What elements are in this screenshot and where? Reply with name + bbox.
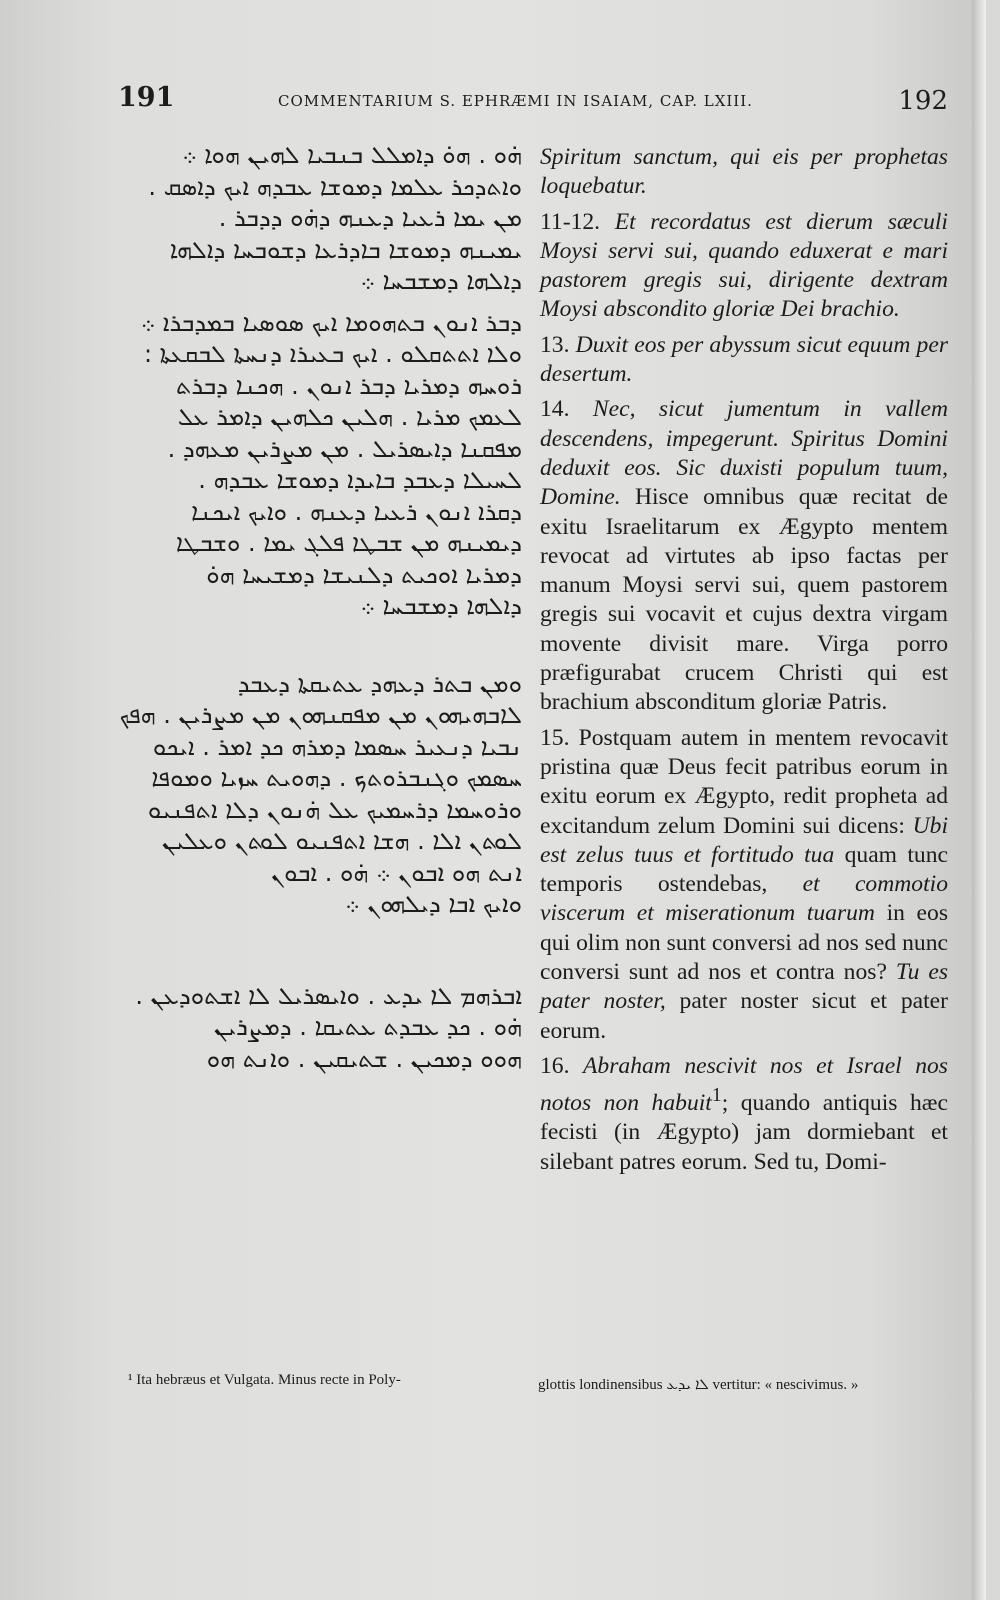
syriac-line: ܗ̇ܘ . ܗܘ̇ ܕܐܡܠܠ ܒܢܒܝܐ ܠܗܝܢ ܗܘܐ ܀ <box>182 141 522 169</box>
syriac-line: ܕܡܪܝܐ ܐܘܟܝܬ ܕܠܢܝܫܐ ܕܡܫܝܚܐ ܗܘ̇ <box>206 560 522 589</box>
syriac-line: ܘܐܬܕܟܪ ܥܠܡܐ ܕܡܘܫܐ ܥܒܕܗ ܐܝܟ ܕܐܣܩ . <box>148 172 522 201</box>
latin-italic: Tu es pater noster, <box>540 959 948 1015</box>
page-header <box>118 82 948 116</box>
syriac-line: ܕܐܠܗܐ ܕܡܫܒܚܐ ܀ <box>360 267 522 295</box>
latin-italic: Ubi est zelus tuus et fortitudo tua <box>540 812 948 868</box>
latin-italic: Duxit eos per abyssum sicut equum per desertum. <box>540 331 949 388</box>
latin-paragraph <box>540 395 948 717</box>
syriac-line: ܢܒܝܐ ܕܢܥܝܪ ܚܣܡܐ ܕܡܪܗ ܟܕ ܐܡܪ . ܐܝܟܘ <box>152 732 522 761</box>
latin-italic: Nec, sicut jumentum in vallem descendens, impegerunt. Spiritus Domini deduxit eos. Sic duxisti populum tuum, Domine. <box>540 396 948 511</box>
syriac-line: ܡܦܩܢܐ ܕܐܝܣܪܝܠ . ܡܢ ܡܨܪܝܢ ܡܥܗܕ . <box>167 434 522 463</box>
syriac-line: ܗܘܘ ܕܡܟܝܢ . ܫܬܝܩܝܢ . ܘܐܢܬ ܗܘ <box>206 1044 522 1073</box>
latin-text: quam tunc temporis ostendebas, <box>540 841 948 898</box>
syriac-block-3 <box>112 669 522 921</box>
syriac-line: ܡܢ ܝܡܐ ܪܥܝܐ ܕܥܢܗ ܕܗ̇ܘ ܕܕܒܪ . <box>218 204 522 232</box>
syriac-line: ܘܡܢ ܒܬܪ ܕܥܗܕ ܥܬܝܩܬܐ ܕܥܒܕ <box>237 669 522 698</box>
syriac-line: ܚܣܡܟ ܘܓܢܒܪܘܬܟ . ܕܗܘܝܬ ܚܙܝܐ ܘܡܘܦܐ <box>151 764 522 792</box>
footnote-left: ¹ Ita hebræus et Vulgata. Minus recte in Poly- <box>128 1372 401 1388</box>
syriac-line: ܕܝܡܝܢܗ ܡܢ ܫܒܛܐ ܦܠܓ ܝܡܐ . ܘܫܒܛܐ <box>175 529 522 557</box>
latin-paragraph <box>540 331 948 390</box>
syriac-line: ܘܠܐ ܐܬܬܩܠܘ . ܐܝܟ ܒܥܝܪܐ ܕܢܚܬܐ ܠܒܩܥܬܐ : <box>143 340 522 368</box>
verse-number: 11-12. <box>540 208 601 235</box>
footnote-marker: 1 <box>711 1084 722 1107</box>
page-number-left: 191 <box>118 82 175 113</box>
latin-text: ; quando antiquis hæc fecisti (in Ægypto) jam dormiebant et silebant patres eorum. Sed tu, Domi- <box>540 1090 948 1175</box>
footnote-right: glottis londinensibus ܠܐ ܝܕܥ vertitur: « nescivimus. » <box>538 1377 859 1393</box>
page-edge <box>972 0 986 1600</box>
latin-italic: Spiritum sanctum, qui eis per prophetas loquebatur. <box>540 144 948 200</box>
syriac-line: ܘܪܘܚܡܐ ܕܪܚܡܝܟ ܥܠ ܗ̇ܢܘܢ ܕܠܐ ܐܬܦܢܝܘ <box>147 795 522 824</box>
syriac-block-4 <box>112 981 522 1076</box>
syriac-column <box>112 140 522 1085</box>
syriac-line: ܐܢܬ ܗܘ ܐܒܘܢ ܀ ܗ̇ܘ . ܐܒܘܢ <box>271 858 522 887</box>
latin-paragraph <box>540 1052 948 1177</box>
syriac-line: ܘܐܝܟ ܐܒܐ ܕܝܠܗܘܢ ܀ <box>345 890 522 918</box>
syriac-line: ܪܘܚܗ ܕܡܪܝܐ ܕܒܪ ܐܢܘܢ . ܗܟܢܐ ܕܒܪܬ <box>176 371 522 400</box>
syriac-line: ܕܐܠܗܐ ܕܡܫܒܚܐ ܀ <box>360 592 522 620</box>
latin-text: pater noster sicut et pater eorum. <box>540 988 948 1044</box>
verse-number: 16. <box>540 1052 570 1079</box>
latin-paragraph <box>540 724 948 1046</box>
latin-paragraph <box>540 208 948 325</box>
syriac-line: ܠܘܬܢ ܐܠܐ . ܗܫܐ ܐܬܦܢܝܘ ܠܘܬܢ ܘܥܠܝܢ <box>162 827 522 855</box>
latin-text: Postquam autem in mentem revocavit pristina quæ Deus fecit patribus eorum in exitu eorum ex Ægypto, redit propheta ad excitandum zelum Domini sui dicens: <box>540 724 948 839</box>
page-number-right: 192 <box>898 86 948 116</box>
verse-number: 13. <box>540 331 570 358</box>
syriac-line: ܕܒܪ ܐܢܘܢ ܒܬܗܘܡܐ ܐܝܟ ܣܘܣܝܐ ܒܡܕܒܪܐ ܀ <box>140 308 522 337</box>
syriac-line: ܠܚܝܠܐ ܕܥܒܕ ܒܐܝܕܐ ܕܡܘܫܐ ܥܒܕܗ . <box>198 466 522 494</box>
syriac-line: ܗ̇ܘ . ܟܕ ܥܒܕܬ ܥܬܝܩܐ . ܕܡܨܪܝܢ <box>213 1013 522 1041</box>
latin-text: in eos qui olim non sunt conversi ad nos sed nunc conversi sunt ad nos et contra nos? <box>540 900 949 986</box>
syriac-line: ܝܡܝܢܗ ܕܡܘܫܐ ܒܐܕܪܥܐ ܕܫܘܒܚܐ ܕܐܠܗܐ <box>169 235 522 264</box>
syriac-block-2 <box>112 308 522 623</box>
verse-number: 14. <box>540 396 570 423</box>
syriac-line: ܠܥܡܟ ܡܪܝܐ . ܗܠܝܢ ܟܠܗܝܢ ܕܐܡܪ ܥܠ <box>177 403 522 431</box>
running-title: COMMENTARIUM S. EPHRÆMI IN ISAIAM, CAP. LXIII. <box>278 92 753 110</box>
syriac-line: ܕܩܪܐ ܐܢܘܢ ܪܥܝܐ ܕܥܢܗ . ܘܐܝܟ ܐܝܟܢܐ <box>191 497 522 526</box>
syriac-line: ܠܐܒܗܝܗܘܢ ܡܢ ܡܦܩܢܗܘܢ ܡܢ ܡܨܪܝܢ . ܗܦܟ <box>119 701 522 729</box>
latin-column <box>540 143 948 1183</box>
verse-number: 15. <box>540 724 570 751</box>
latin-italic: Et recordatus est dierum sæculi Moysi servi sui, quando eduxerat e mari pastorem gregis sui, dirigente dextram Moysi abscondito gloriæ Dei brachio. <box>540 208 948 323</box>
latin-italic: et commotio viscerum et miserationum tuarum <box>540 871 948 927</box>
syriac-line: ܐܒܪܗܡ ܠܐ ܝܕܥ . ܘܐܝܣܪܝܠ ܠܐ ܐܫܬܘܕܥܢ . <box>135 981 522 1010</box>
latin-paragraph <box>540 143 948 202</box>
latin-text: Hisce omnibus quæ recitat de exitu Israelitarum ex Ægypto mentem revocat ad virtutes ab ipso factas per manum Moysi servi sui, quem pastorem gregis sui vocavit et cujus dextra virgam movente divisit mare. Virga porro præfigurabat crucem Christi qui est brachium absconditum gloriæ Patris. <box>540 484 948 716</box>
footnotes <box>128 1372 958 1402</box>
syriac-block-1 <box>112 140 522 298</box>
latin-italic: Abraham nescivit nos et Israel nos notos non habuit <box>540 1052 948 1117</box>
